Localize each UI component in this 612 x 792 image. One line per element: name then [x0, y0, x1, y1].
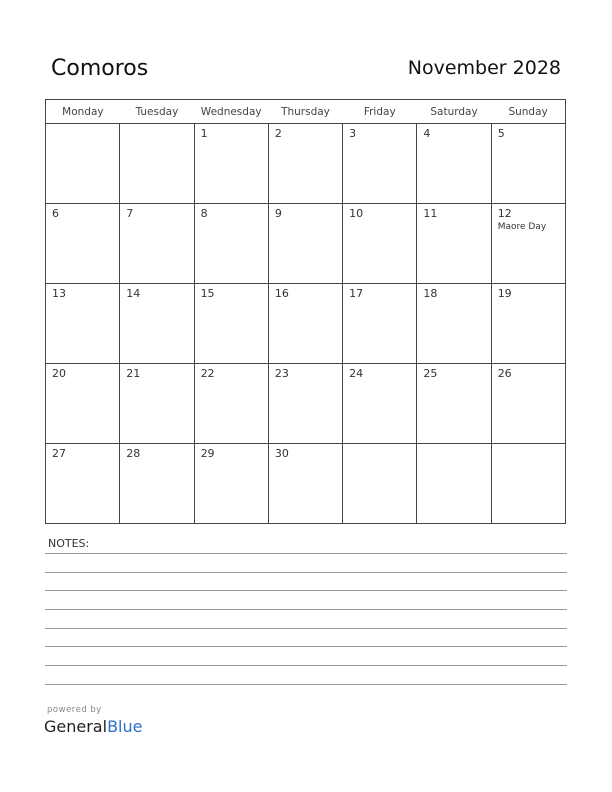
powered-by-text: powered by	[47, 705, 102, 715]
weekday-header: Tuesday	[120, 100, 194, 124]
day-number: 29	[200, 447, 215, 460]
day-number: 23	[274, 367, 289, 380]
week-row	[46, 124, 566, 204]
day-cell	[343, 444, 417, 524]
weekday-header: Saturday	[417, 100, 491, 124]
day-number: 2	[274, 127, 282, 140]
day-cell	[417, 444, 491, 524]
day-cell	[46, 204, 120, 284]
day-number: 22	[200, 367, 215, 380]
calendar-title-month: November 2028	[407, 57, 561, 79]
day-number: 21	[126, 367, 141, 380]
day-number: 25	[423, 367, 438, 380]
day-cell	[268, 364, 342, 444]
day-cell	[268, 204, 342, 284]
note-line	[45, 572, 567, 573]
day-cell	[46, 124, 120, 204]
logo-text-general: General	[44, 717, 108, 736]
note-line	[45, 628, 567, 629]
note-line	[45, 665, 567, 666]
calendar-title-country: Comoros	[51, 56, 149, 81]
day-cell	[343, 284, 417, 364]
weekday-header: Wednesday	[194, 100, 268, 124]
day-number: 13	[52, 287, 66, 300]
note-line	[45, 609, 567, 610]
holiday-label: Maore Day	[497, 222, 547, 232]
day-number: 19	[497, 287, 512, 300]
note-line	[45, 590, 567, 591]
day-number: 12	[497, 207, 512, 220]
day-cell	[268, 444, 342, 524]
day-number: 20	[52, 367, 66, 380]
note-line	[45, 553, 567, 554]
notes-label: NOTES:	[48, 537, 90, 550]
day-cell	[120, 124, 194, 204]
day-number: 14	[126, 287, 141, 300]
day-cell	[194, 364, 268, 444]
day-number: 10	[349, 207, 364, 220]
day-number: 11	[423, 207, 438, 220]
day-cell	[120, 444, 194, 524]
day-cell	[417, 364, 491, 444]
day-cell	[491, 364, 565, 444]
weekday-header: Sunday	[491, 100, 565, 124]
day-cell	[491, 204, 565, 284]
day-number: 15	[200, 287, 215, 300]
weekday-header: Friday	[343, 100, 417, 124]
day-number: 26	[497, 367, 512, 380]
generalblue-logo	[44, 717, 142, 736]
day-cell	[343, 204, 417, 284]
day-cell	[491, 124, 565, 204]
day-cell	[46, 444, 120, 524]
day-cell	[194, 204, 268, 284]
day-number: 4	[423, 127, 431, 140]
calendar-grid	[45, 99, 566, 524]
week-row	[46, 284, 566, 364]
note-line	[45, 646, 567, 647]
weekday-header: Thursday	[268, 100, 342, 124]
day-number: 1	[200, 127, 208, 140]
day-cell	[417, 204, 491, 284]
day-cell	[194, 124, 268, 204]
day-cell	[268, 124, 342, 204]
day-number: 5	[497, 127, 505, 140]
week-row	[46, 364, 566, 444]
day-number: 27	[52, 447, 66, 460]
day-cell	[417, 124, 491, 204]
day-number: 18	[423, 287, 438, 300]
day-cell	[46, 364, 120, 444]
day-cell	[268, 284, 342, 364]
day-cell	[120, 364, 194, 444]
week-row	[46, 444, 566, 524]
day-cell	[120, 284, 194, 364]
day-number: 6	[52, 207, 59, 220]
day-number: 24	[349, 367, 364, 380]
day-cell	[343, 364, 417, 444]
day-number: 28	[126, 447, 141, 460]
note-line	[45, 684, 567, 685]
weekday-header-row	[46, 100, 566, 124]
day-number: 17	[349, 287, 364, 300]
weekday-header: Monday	[46, 100, 120, 124]
day-number: 16	[274, 287, 289, 300]
day-cell	[343, 124, 417, 204]
day-cell	[417, 284, 491, 364]
day-number: 8	[200, 207, 208, 220]
day-cell	[194, 444, 268, 524]
logo-text-blue: Blue	[107, 717, 143, 736]
day-number: 3	[349, 127, 357, 140]
week-row	[46, 204, 566, 284]
day-number: 7	[126, 207, 134, 220]
day-number: 30	[274, 447, 289, 460]
day-cell	[120, 204, 194, 284]
day-cell	[194, 284, 268, 364]
day-number: 9	[274, 207, 282, 220]
day-cell	[491, 284, 565, 364]
day-cell	[491, 444, 565, 524]
day-cell	[46, 284, 120, 364]
